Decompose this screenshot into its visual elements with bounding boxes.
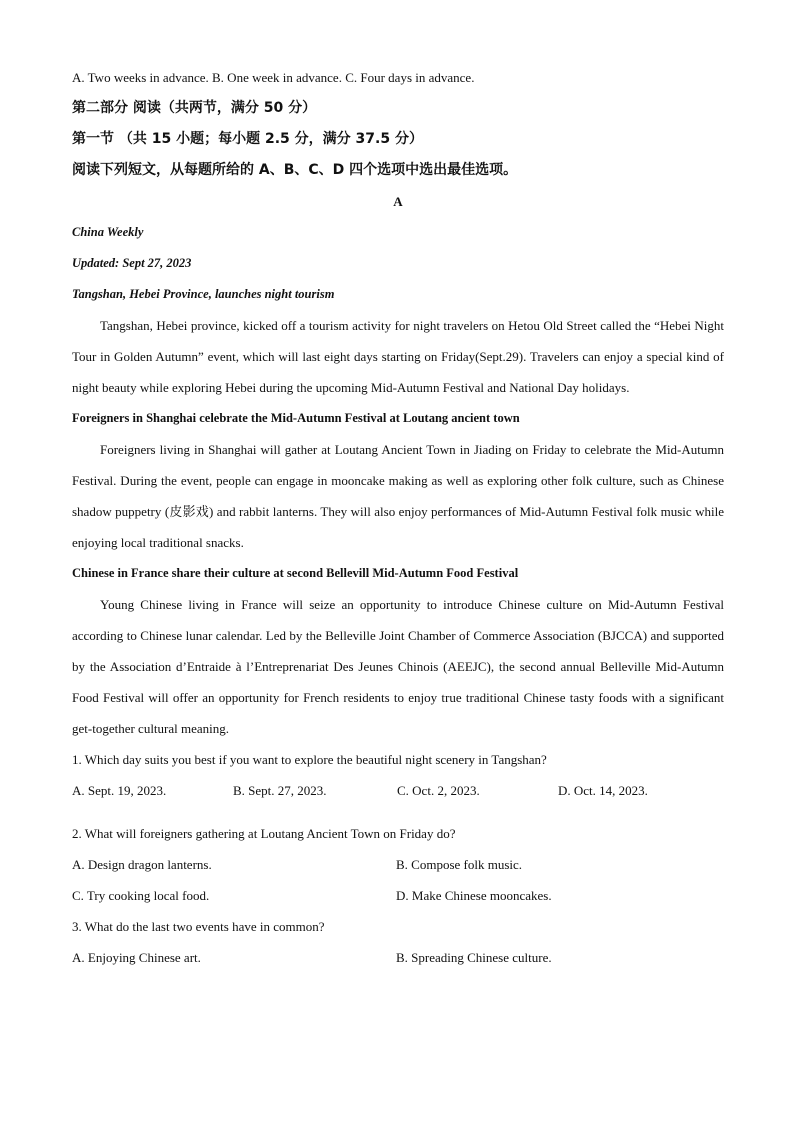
option-a: A. Design dragon lanterns. xyxy=(72,857,212,872)
previous-question-options: A. Two weeks in advance. B. One week in advance. C. Four days in advance. xyxy=(72,70,475,85)
question-1 xyxy=(72,744,724,806)
passage-letter: A xyxy=(393,194,403,209)
article-shanghai xyxy=(72,403,724,558)
source-name: China Weekly xyxy=(72,225,144,239)
option-c: C. Try cooking local food. xyxy=(72,888,210,903)
question-options-row-1 xyxy=(72,849,724,880)
article-body: Foreigners living in Shanghai will gather at Loutang Ancient Town in Jiading on Friday to celebrate the Mid-Autumn Festival. During the event, people can engage in mooncake making as well as exploring other folk culture, such as Chinese shadow puppetry (皮影戏) and rabbit lanterns. They will also enjoy performances of Mid-Autumn Festival folk music while enjoying local traditional snacks. xyxy=(72,442,724,550)
article-tangshan xyxy=(72,279,724,403)
question-stem: 2. What will foreigners gathering at Loutang Ancient Town on Friday do? xyxy=(72,826,456,841)
option-d: D. Make Chinese mooncakes. xyxy=(396,888,552,903)
option-c: C. Oct. 2, 2023. xyxy=(397,783,480,798)
option-b: B. Compose folk music. xyxy=(396,857,523,872)
article-body-container xyxy=(72,434,724,558)
question-options-row-2 xyxy=(72,880,724,911)
option-a: A. Enjoying Chinese art. xyxy=(72,950,201,965)
option-b: B. Sept. 27, 2023. xyxy=(233,783,327,798)
question-stem: 1. Which day suits you best if you want to explore the beautiful night scenery in Tangshan? xyxy=(72,752,547,767)
exam-page xyxy=(72,62,724,973)
question-options xyxy=(72,775,724,806)
article-body-container xyxy=(72,589,724,744)
question-options-row-1 xyxy=(72,942,724,973)
article-title: Chinese in France share their culture at second Bellevill Mid-Autumn Food Festival xyxy=(72,566,519,580)
question-3 xyxy=(72,911,724,973)
article-title: Foreigners in Shanghai celebrate the Mid-Autumn Festival at Loutang ancient town xyxy=(72,411,520,425)
article-body: Tangshan, Hebei province, kicked off a tourism activity for night travelers on Hetou Old Street called the “Hebei Night Tour in Golden Autumn” event, which will last eight days starting on Friday(Sept.29). Travelers can enjoy a special kind of night beauty while exploring Hebei during the upcoming Mid-Autumn Festival and National Day holidays. xyxy=(72,318,724,395)
section1-title: 第一节 （共 15 小题；每小题 2.5 分，满分 37.5 分） xyxy=(72,131,423,147)
option-b: B. Spreading Chinese culture. xyxy=(396,950,552,965)
option-a: A. Sept. 19, 2023. xyxy=(72,783,167,798)
article-title: Tangshan, Hebei Province, launches night tourism xyxy=(72,287,335,301)
question-stem: 3. What do the last two events have in common? xyxy=(72,919,325,934)
article-france xyxy=(72,558,724,744)
updated-date: Updated: Sept 27, 2023 xyxy=(72,256,192,270)
question-2 xyxy=(72,818,724,911)
spacer xyxy=(72,806,724,818)
reading-instructions: 阅读下列短文，从每题所给的 A、B、C、D 四个选项中选出最佳选项。 xyxy=(72,162,518,178)
article-body-container xyxy=(72,310,724,403)
article-body: Young Chinese living in France will seize an opportunity to introduce Chinese culture on Mid-Autumn Festival according to Chinese lunar calendar. Led by the Belleville Joint Chamber of Commerce Association (BJCCA) and supported by the Association d’Entraide à l’Entreprenariat Des Jeunes Chinois (AEEJC), the second annual Belleville Mid-Autumn Food Festival will offer an opportunity for French residents to enjoy true traditional Chinese tasty foods with a significant get-together cultural meaning. xyxy=(72,597,724,736)
option-d: D. Oct. 14, 2023. xyxy=(558,783,648,798)
part2-title: 第二部分 阅读（共两节，满分 50 分） xyxy=(72,100,317,116)
